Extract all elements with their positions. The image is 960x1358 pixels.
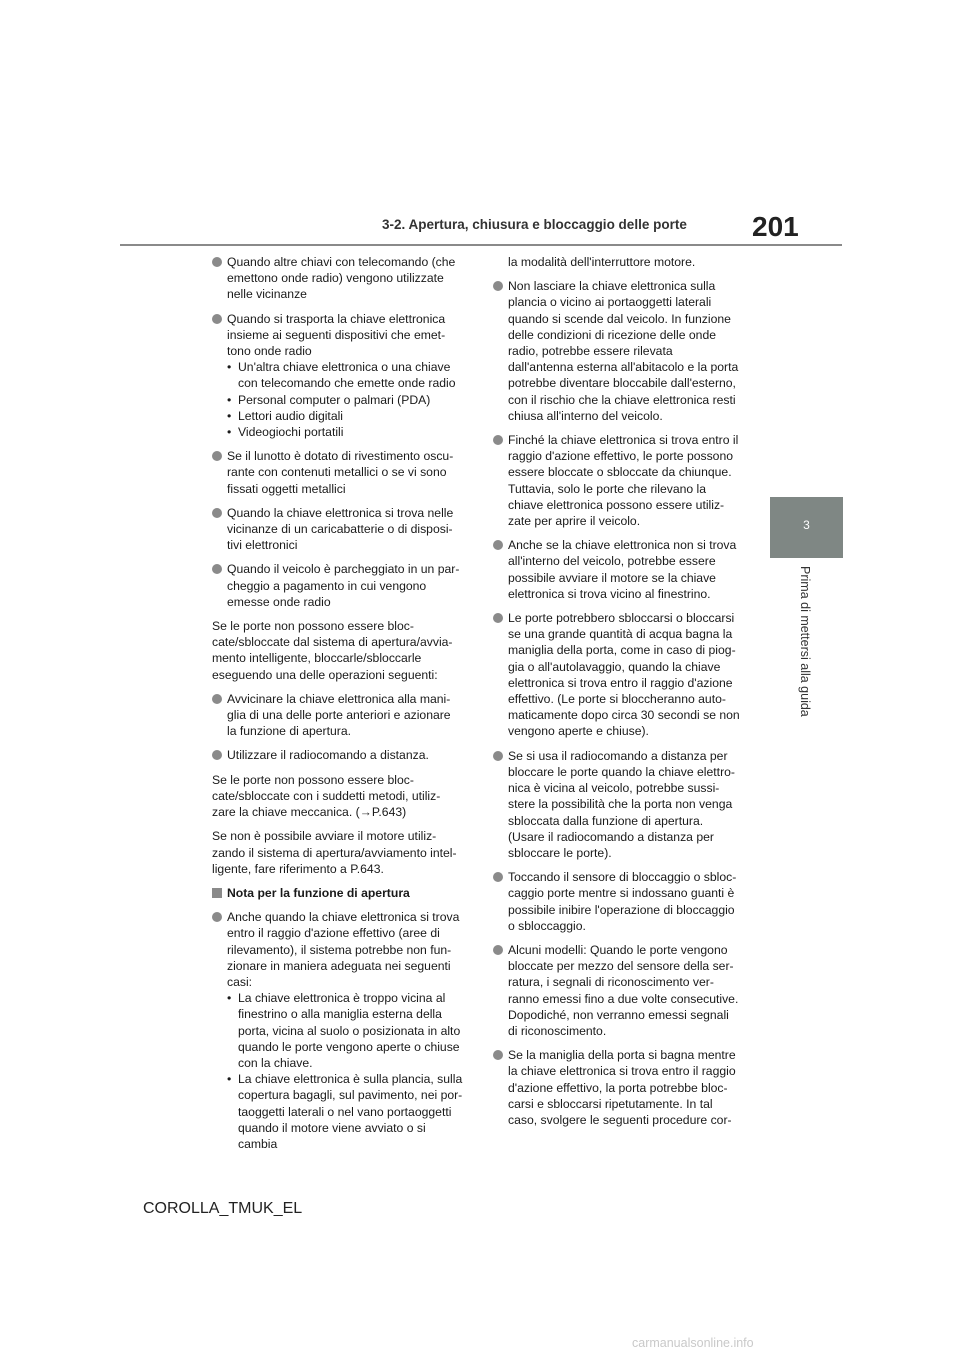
bullet-dot-icon: [493, 872, 503, 882]
bullet-dot-icon: [212, 314, 222, 324]
bullet-text: Toccando il sensore di bloccaggio o sbloc- caggio porte mentre si indossano guanti è possibile inibire l'operazione di bloccaggio o sbloccaggio.: [508, 870, 737, 933]
bullet-dot-icon: [212, 257, 222, 267]
bullet-item: [212, 311, 468, 441]
bullet-item: [493, 537, 751, 602]
left-column: [212, 254, 468, 1160]
header-divider: [120, 244, 842, 246]
document-code: COROLLA_TMUK_EL: [143, 1200, 303, 1217]
bullet-text: Anche quando la chiave elettronica si trova entro il raggio d'azione effettivo (aree di rilevamento), il sistema potrebbe non fun- zionare in maniera adeguata nei seguenti casi:: [227, 910, 460, 989]
bullet-dot-icon: [493, 751, 503, 761]
bullet-item: [493, 432, 751, 529]
bullet-item: [212, 254, 468, 303]
bullet-item: [212, 505, 468, 554]
bullet-text: Utilizzare il radiocomando a distanza.: [227, 748, 429, 763]
bullet-item: [493, 278, 751, 424]
bullet-item: [493, 610, 751, 740]
bullet-dot-icon: [212, 750, 222, 760]
bullet-item: [212, 691, 468, 740]
sub-item-text: Un'altra chiave elettronica o una chiave con telecomando che emette onde radio: [238, 360, 456, 391]
bullet-item: [493, 1047, 751, 1128]
chapter-number: 3: [803, 518, 810, 532]
sub-item: • La chiave elettronica è sulla plancia, sulla copertura bagagli, sul pavimento, nei por- taoggetti laterali o nel vano portaoggetti quando il motore viene avviato o si cambia: [227, 1071, 468, 1152]
bullet-dot-icon: [493, 613, 503, 623]
bullet-item: [212, 448, 468, 497]
right-column: [493, 254, 751, 1136]
paragraph: Se le porte non possono essere bloc- cate/sbloccate con i suddetti metodi, utiliz- zare la chiave meccanica. (→P.643): [212, 772, 441, 820]
bullet-text: Non lasciare la chiave elettronica sulla plancia o vicino ai portaoggetti laterali quando si scende dal veicolo. In funzione delle condizioni di ricezione delle onde radio, potrebbe essere rilevata dall'antenna esterna all'abitacolo e la porta potrebbe diventare bloccabile dall'esterno, con il rischio che la chiave elettronica resti chiusa all'interno del veicolo.: [508, 279, 739, 423]
sub-item: • Personal computer o palmari (PDA): [227, 392, 468, 408]
bullet-dot-icon: [212, 912, 222, 922]
bullet-dot-icon: [212, 451, 222, 461]
bullet-text: Quando il veicolo è parcheggiato in un par- cheggio a pagamento in cui vengono emesse onde radio: [227, 562, 460, 609]
bullet-dot-icon: [212, 508, 222, 518]
sub-item-text: Videogiochi portatili: [238, 425, 344, 440]
bullet-dot-icon: [493, 540, 503, 550]
watermark: carmanualsonline.info: [632, 1336, 754, 1350]
bullet-dot-icon: [212, 564, 222, 574]
paragraph: Se non è possibile avviare il motore utiliz- zando il sistema di apertura/avviamento intel- ligente, fare riferimento a P.643.: [212, 829, 457, 876]
bullet-dot-icon: [493, 281, 503, 291]
bullet-item: [212, 909, 468, 1152]
bullet-item: [493, 869, 751, 934]
sub-item: • Videogiochi portatili: [227, 424, 468, 440]
bullet-text: Quando si trasporta la chiave elettronica insieme ai seguenti dispositivi che emet- tono onde radio: [227, 311, 446, 359]
sub-item-text: La chiave elettronica è sulla plancia, sulla copertura bagagli, sul pavimento, nei por- taoggetti laterali o nel vano portaoggetti quando il motore viene avviato o si cambia: [238, 1072, 463, 1151]
bullet-text: Se il lunotto è dotato di rivestimento oscu- rante con contenuti metallici o se vi sono fissati oggetti metallici: [227, 449, 454, 496]
bullet-dot-icon: [493, 945, 503, 955]
chapter-label: Prima di mettersi alla guida: [798, 566, 812, 717]
bullet-text: Avvicinare la chiave elettronica alla mani- glia di una delle porte anteriori e azionare la funzione di apertura.: [227, 691, 451, 739]
chapter-tab: [770, 497, 843, 558]
sub-item-text: Personal computer o palmari (PDA): [238, 392, 431, 407]
bullet-dot-icon: [493, 435, 503, 445]
sub-item: • La chiave elettronica è troppo vicina al finestrino o alla maniglia esterna della porta, vicina al suolo o posizionata in alto quando le porte vengono aperte o chiuse con la chiave.: [227, 990, 468, 1071]
bullet-text: Quando altre chiavi con telecomando (che emettono onde radio) vengono utilizzate nelle vicinanze: [227, 255, 456, 302]
sub-item-text: La chiave elettronica è troppo vicina al finestrino o alla maniglia esterna della porta, vicina al suolo o posizionata in alto quando le porte vengono aperte o chiuse con la chiave.: [238, 991, 461, 1070]
bullet-text: Anche se la chiave elettronica non si trova all'interno del veicolo, potrebbe essere possibile avviare il motore se la chiave elettronica si trova vicino al finestrino.: [508, 538, 737, 601]
continued-text: la modalità dell'interruttore motore.: [508, 255, 696, 269]
page-number: 201: [752, 211, 799, 242]
bullet-text: Finché la chiave elettronica si trova entro il raggio d'azione effettivo, le porte possono essere bloccate o sbloccate da chiunque. Tuttavia, solo le porte che rilevano la chiave elettronica possono essere utiliz- zate per aprire il veicolo.: [508, 433, 739, 529]
sub-item: • Lettori audio digitali: [227, 408, 468, 424]
square-bullet-icon: [212, 888, 222, 898]
sub-item: • Un'altra chiave elettronica o una chiave con telecomando che emette onde radio: [227, 359, 468, 391]
paragraph: Se le porte non possono essere bloc- cate/sbloccate dal sistema di apertura/avvia- mento intelligente, bloccarle/sbloccarle eseguendo una delle operazioni seguenti:: [212, 619, 453, 682]
bullet-dot-icon: [493, 1050, 503, 1060]
bullet-text: Quando la chiave elettronica si trova nelle vicinanze di un caricabatterie o di disposi- tivi elettronici: [227, 505, 454, 553]
bullet-item: [212, 561, 468, 610]
bullet-text: Le porte potrebbero sbloccarsi o bloccarsi se una grande quantità di acqua bagna la maniglia della porta, come in caso di piog- gia o all'autolavaggio, quando la chiave elettronica si trova entro il raggio d'azione effettivo. (Le porte si bloccheranno auto- maticamente dopo circa 30 secondi se non vengono aperte e chiuse).: [508, 611, 740, 739]
bullet-text: Se la maniglia della porta si bagna mentre la chiave elettronica si trova entro il raggio d'azione effettivo, la porta potrebbe bloc- carsi e sbloccarsi ripetutamente. In tal caso, svolgere le seguenti procedure cor-: [508, 1048, 736, 1127]
section-title: 3-2. Apertura, chiusura e bloccaggio delle porte: [382, 217, 687, 232]
bullet-dot-icon: [212, 694, 222, 704]
bullet-item: [493, 748, 751, 861]
bullet-text: Se si usa il radiocomando a distanza per bloccare le porte quando la chiave elettro- nica è vicina al veicolo, potrebbe sussi- stere la possibilità che la porta non venga sbloccata dalla funzione di apertura. (Usare il radiocomando a distanza per sbloccare le porte).: [508, 748, 735, 860]
subsection-heading-text: Nota per la funzione di apertura: [227, 885, 410, 900]
sub-item-text: Lettori audio digitali: [238, 408, 344, 423]
bullet-text: Alcuni modelli: Quando le porte vengono bloccate per mezzo del sensore della ser- ratura, i segnali di riconoscimento ver- ranno emessi fino a due volte consecutive. Dopodiché, non verranno emessi segnali di riconoscimento.: [508, 942, 739, 1038]
subsection-heading: [212, 885, 468, 901]
bullet-item: [493, 942, 751, 1039]
bullet-item: [212, 747, 468, 763]
